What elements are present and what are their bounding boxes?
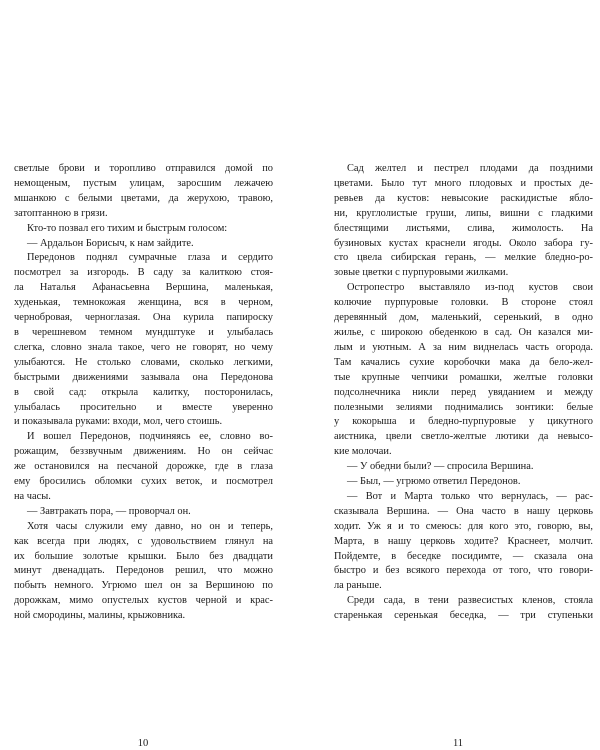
text-line: немощеным, пустым улицам, заросшим лежачею [14, 177, 273, 189]
text-line: блестящими листьями, слива, жимолость. На [334, 222, 593, 234]
text-line: сто цвела сибирская герань, — мелкие бледно-ро- [334, 252, 593, 264]
text-line: ему бросились обломки сухих веток, и посмотрел [14, 476, 273, 488]
text-line: Пойдемте, в беседке посидимте, — сказала она [334, 550, 593, 562]
text-line: подсолнечника никли перед увяданием и между [334, 386, 593, 398]
text-line: на часы. [14, 490, 51, 502]
text-line: — Вот и Марта только что вернулась, — рас- [347, 490, 593, 502]
text-line: кие молочаи. [334, 446, 392, 458]
text-line: их большие золотые крышки. Было без двадцати [14, 550, 273, 562]
text-line: дорожкам, мимо опустелых кустов черной и крас- [14, 595, 273, 607]
text-line: мшанкою с белыми цветами, да жерухою, травою, [14, 192, 273, 204]
text-line: слегка, словно знала такое, чего не говорят, но чему [14, 341, 273, 353]
left-page [14, 162, 273, 749]
text-line: бузиновых кустах краснели ягоды. Около забора гу- [334, 237, 593, 249]
text-line: улыбаются. Не столько словами, сколько легкими, [14, 356, 273, 368]
text-line: жилье, с широкою обеденкою в сад. Он казался ми- [334, 326, 593, 338]
text-line: Там качались сухие коробочки мака да бело-жел- [334, 356, 593, 368]
text-line: ной смородины, малины, крыжовника. [14, 610, 186, 622]
text-line: Марта, в нашу церковь ходите? Краснеет, молчит. [334, 535, 593, 547]
text-line: в черешневом темном мундштуке и улыбалась [14, 326, 273, 338]
text-line: у кокорыша и бледно-пурпуровые у цикутного [334, 416, 593, 428]
text-line: колючие пурпуровые головки. В стороне стоял [334, 297, 593, 309]
left-page-number: 10 [137, 738, 149, 749]
text-line: ни, круглолистые груши, липы, вишни с гладкими [334, 207, 593, 219]
text-line: сказывала Вершина. — Она часто в нашу церковь [334, 505, 593, 517]
text-line: затоптанною в грязи. [14, 207, 108, 219]
text-line: полезными зелиями поднимались зонтики: белые [334, 401, 593, 413]
text-line: И вошел Передонов, подчиняясь ее, словно во- [27, 431, 273, 443]
text-line: Хотя часы служили ему давно, но он и теперь, [27, 520, 273, 532]
text-line: рожащим, беззвучным движениям. Но он сейчас [14, 446, 273, 458]
text-line: улыбалась просительно и вместе уверенно [14, 401, 273, 413]
text-line: быстрыми движениями зазывала она Передонова [14, 371, 273, 383]
text-line: минут двенадцать. Передонов решил, что можно [14, 565, 273, 577]
text-line: — Ардальон Борисыч, к нам зайдите. [27, 237, 194, 249]
text-line: ла Наталья Афанасьевна Вершина, маленькая, [14, 282, 273, 294]
text-line: Кто-то позвал его тихим и быстрым голосом: [27, 222, 228, 234]
text-line: светлые брови и торопливо отправился домой по [14, 163, 273, 174]
text-line: же остановился на песчаной дорожке, где в глаза [14, 461, 273, 473]
text-line: худенькая, темнокожая женщина, вся в черном, [14, 297, 273, 309]
text-line: зовые цветки с пурпуровыми жилками. [334, 267, 509, 279]
right-page-number: 11 [452, 738, 464, 749]
text-line: деревянный дом, маленький, серенький, в одно [334, 312, 593, 324]
text-line: — Был, — угрюмо ответил Передонов. [347, 476, 521, 488]
left-page-text [14, 162, 273, 624]
text-line: аистника, цвели светло-желтые лютики да невысо- [334, 431, 593, 443]
text-line: побыть немного. Угрюмо шел он за Вершиною по [14, 580, 273, 592]
right-page [334, 162, 593, 749]
text-line: чернобровая, черноглазая. Она курила папироску [14, 312, 273, 324]
text-line: Сад желтел и пестрел плодами да поздними [347, 163, 593, 174]
text-line: — У обедни были? — спросила Вершина. [347, 461, 534, 473]
text-line: в свой сад: открыла калитку, посторонилась, [14, 386, 273, 398]
text-line: старенькая серенькая беседка, — три ступеньки [334, 610, 593, 622]
text-line: лым и уютным. А за ним виднелась часть огорода. [334, 341, 593, 353]
text-line: ходит. Уж я и то смеюсь: для кого это, говорю, вы, [334, 520, 593, 532]
text-line: Остропестро выставляло из-под кустов свои [347, 282, 593, 294]
text-line: цветами. Было тут много плодовых и простых де- [334, 177, 593, 189]
text-line: Передонов поднял сумрачные глаза и сердито [27, 252, 273, 264]
text-line: — Завтракать пора, — проворчал он. [27, 505, 191, 517]
text-line: ла раньше. [334, 580, 382, 592]
text-line: тые крупные чепчики ромашки, желтые головки [334, 371, 593, 383]
text-line: и показывала руками: входи, мол, чего стоишь. [14, 416, 223, 428]
text-line: ревьев да кустов: невысокие раскидистые ябло- [334, 192, 593, 204]
text-line: посмотрел за изгородь. В саду за калиткою стоя- [14, 267, 273, 279]
text-line: Среди сада, в тени развесистых кленов, стояла [347, 595, 593, 607]
text-line: быстро и без всякого перехода от того, что говори- [334, 565, 593, 577]
right-page-text [334, 162, 593, 624]
text-line: как всегда при людях, с удовольствием глянул на [14, 535, 273, 547]
